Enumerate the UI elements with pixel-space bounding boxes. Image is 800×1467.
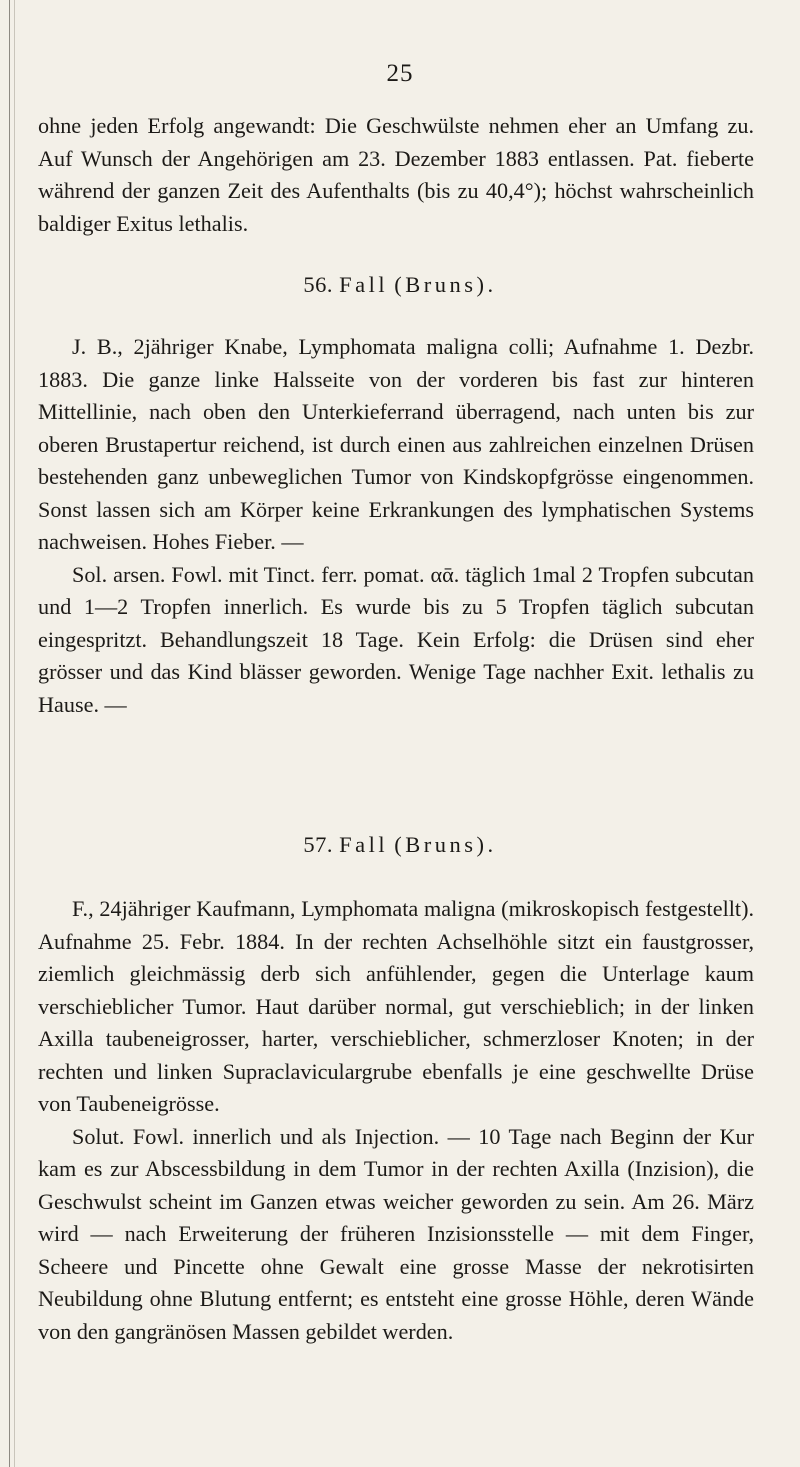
page-edge-shadow [9,0,10,1467]
case-heading-57 [0,832,800,858]
paragraph-text: Sol. arsen. Fowl. mit Tinct. ferr. pomat. αᾱ. täglich 1mal 2 Tropfen subcutan und 1—2 Tropfen innerlich. Es wurde bis zu 5 Tropfen täglich subcutan eingespritzt. Behandlungszeit 18 Tage. Kein Erfolg: die Drüsen sind eher grösser und das Kind blässer geworden. Wenige Tage nachher Exit. lethalis zu Hause. — [38,561,754,717]
page-number: 25 [386,60,414,87]
paragraph-text: ohne jeden Erfolg angewandt: Die Geschwülste nehmen eher an Umfang zu. Auf Wunsch der Angehörigen am 23. Dezember 1883 entlassen. Pat. fieberte während der ganzen Zeit des Aufenthalts (bis zu 40,4°); höchst wahrscheinlich baldiger Exitus lethalis. [38,113,754,236]
paragraph-text: J. B., 2jähriger Knabe, Lymphomata maligna colli; Aufnahme 1. Dezbr. 1883. Die ganze linke Halsseite von der vorderen bis fast zur hinteren Mittellinie, nach oben den Unterkieferrand überragend, nach unten bis zur oberen Brustapertur reichend, ist durch einen aus zahlreichen einzelnen Drüsen bestehenden ganz unbeweglichen Tumor von Kindskopfgrösse eingenommen. Sonst lassen sich am Körper keine Erkrankungen des lymphatischen Systems nachweisen. Hohes Fieber. — [38,334,754,554]
paragraph-text: F., 24jähriger Kaufmann, Lymphomata maligna (mikroskopisch festgestellt). Aufnahme 25. Febr. 1884. In der rechten Achselhöhle sitzt ein faustgrosser, ziemlich gleichmässig derb sich anfühlender, gegen die Unterlage kaum verschieblicher Tumor. Haut darüber normal, gut verschieblich; in der linken Axilla taubeneigrosser, harter, verschieblicher, schmerzloser Knoten; in der rechten und linken Supraclaviculargrube ebenfalls je eine geschwellte Drüse von Taubeneigrösse. [38,896,754,1116]
case-author: (Bruns). [394,272,497,297]
case-number: 56. [303,272,333,297]
paragraph-text: Solut. Fowl. innerlich und als Injection. — 10 Tage nach Beginn der Kur kam es zur Abscessbildung in dem Tumor in der rechten Axilla (Inzision), die Geschwulst scheint im Ganzen etwas weicher geworden zu sein. Am 26. März wird — nach Erweiterung der früheren Inzisionsstelle — mit dem Finger, Scheere und Pincette ohne Gewalt eine grosse Masse der nekrotisirten Neubildung ohne Blutung entfernt; es entsteht eine grosse Höhle, deren Wände von den gangränösen Massen gebildet werden. [38,1123,754,1344]
case-label: Fall [339,272,389,297]
paragraph-intro [38,110,754,240]
case-author: (Bruns). [394,832,497,857]
case-number: 57. [303,832,333,857]
case-heading-56 [0,272,800,298]
case-label: Fall [339,832,389,857]
case-57-body [38,893,754,1348]
page-edge-shadow-inner [14,0,15,1467]
case-56-body [38,331,754,721]
